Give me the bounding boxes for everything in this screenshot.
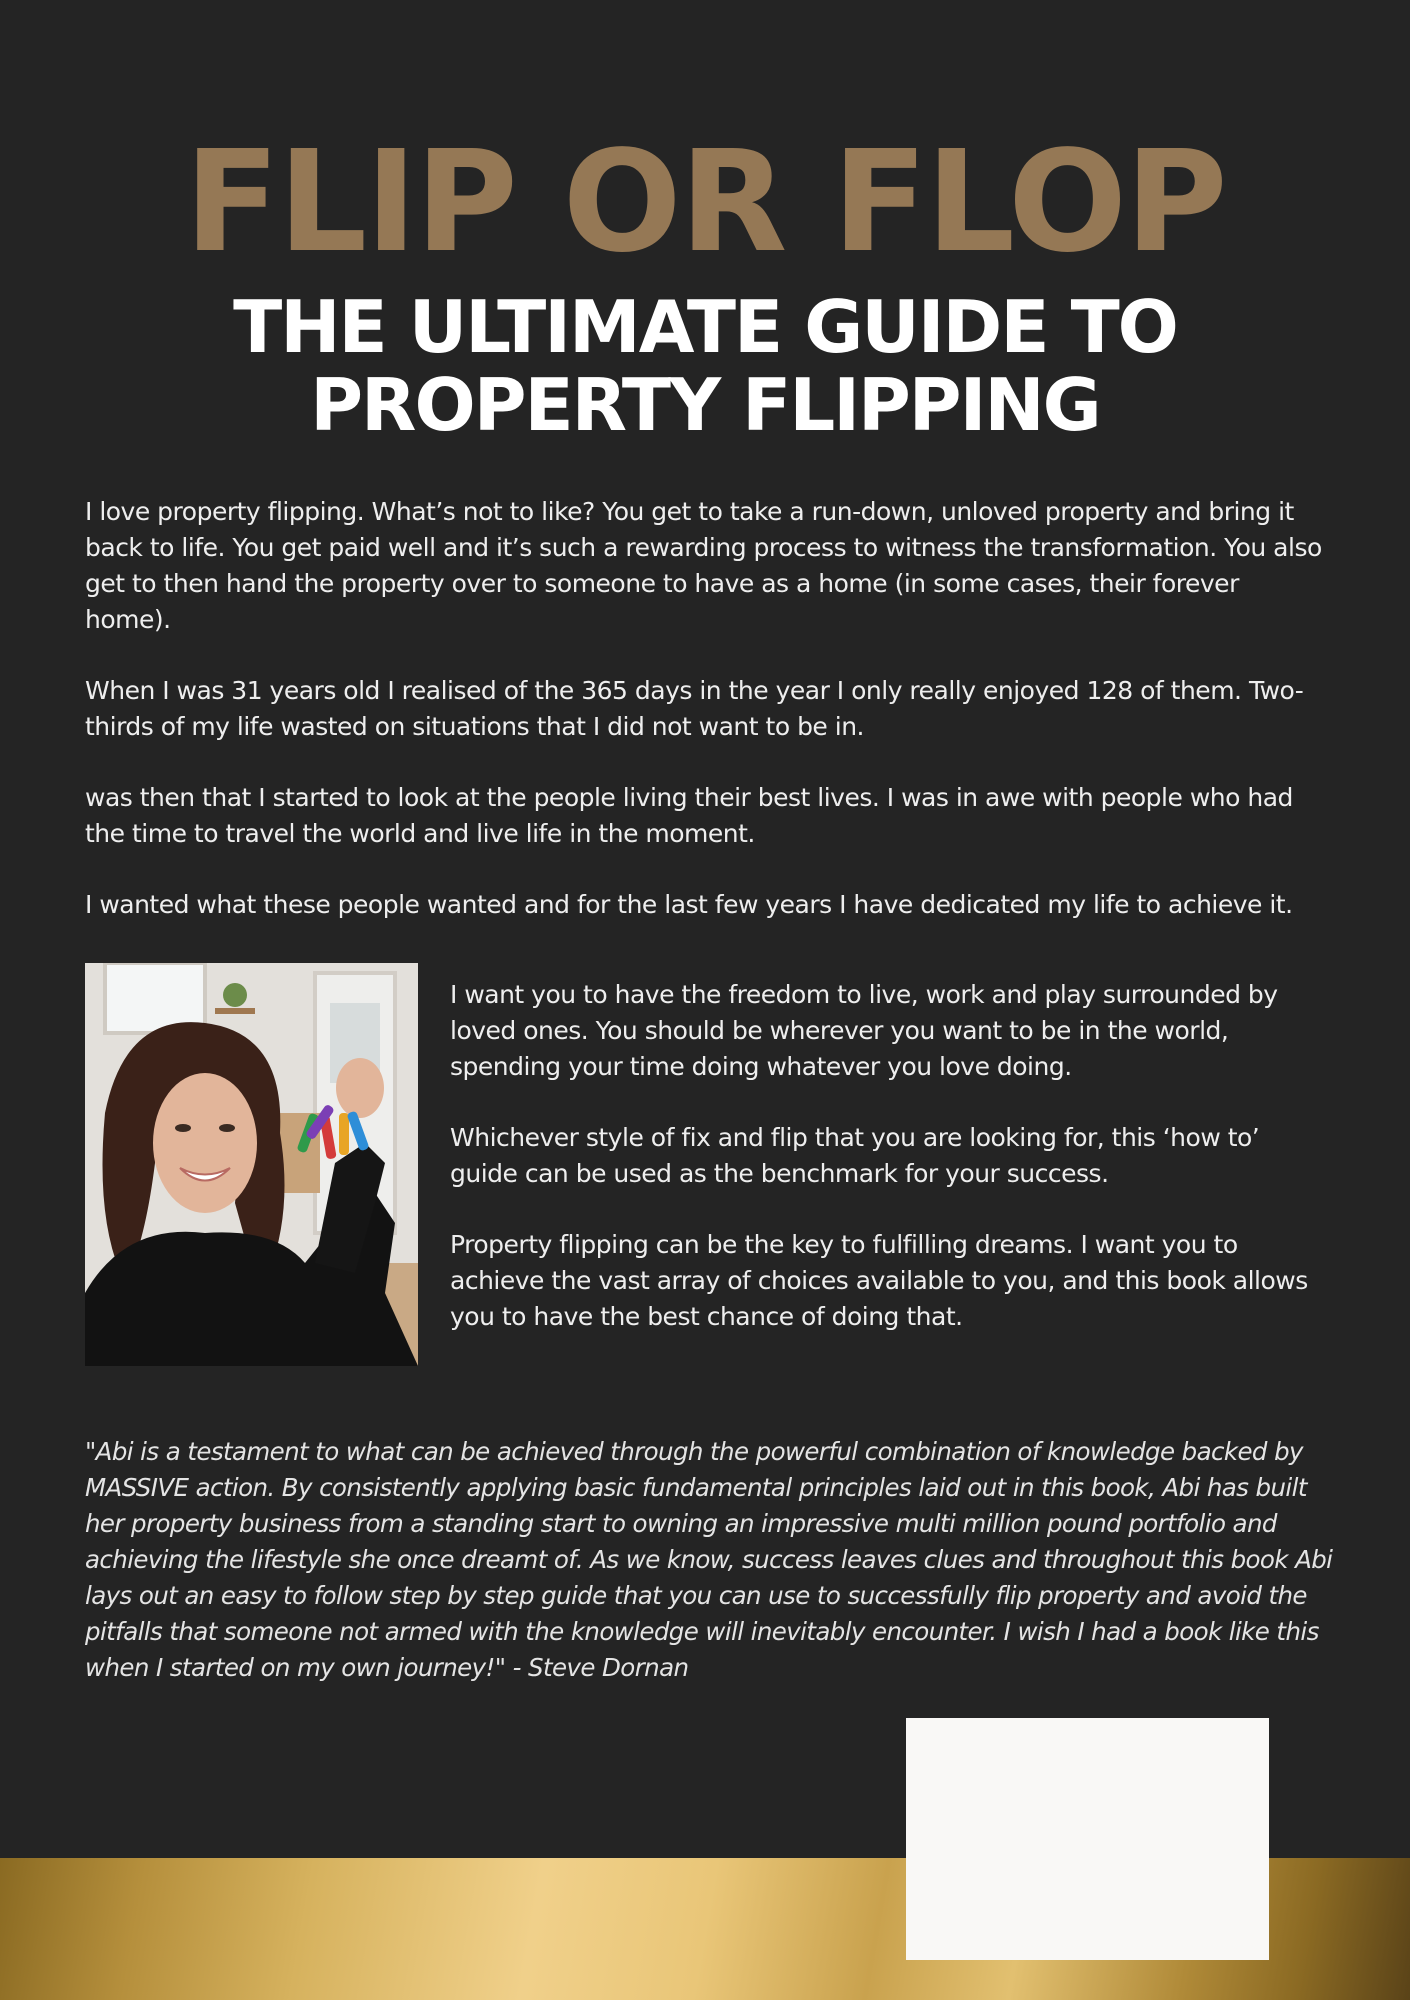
testimonial-quote: "Abi is a testament to what can be achieved through the powerful combination of knowledge backed by MASSIVE action. By consistently applying basic fundamental principles laid out in this book, Abi has built her property business from a standing start to owning an impressive multi million pound portfolio and achieving the lifestyle she once dreamt of. As we know, success leaves clues and throughout this book Abi lays out an easy to follow step by step guide that you can use to successfully flip property and avoid the pitfalls that someone not armed with the knowledge will inevitably encounter. I wish I had a book like this when I started on my own journey!" - Steve Dornan: [85, 1437, 1333, 1682]
subtitle-line-2: PROPERTY FLIPPING: [310, 363, 1100, 447]
intro-paragraph-3: was then that I started to look at the people living their best lives. I was in awe with people who had the time to travel the world and live life in the moment.: [85, 783, 1293, 848]
intro-paragraph-1: I love property flipping. What’s not to like? You get to take a run-down, unloved property and bring it back to life. You get paid well and it’s such a rewarding process to witness the transformation. You also get to then hand the property over to someone to have as a home (in some cases, their forever home).: [85, 497, 1322, 634]
author-photo: [85, 963, 418, 1366]
side-paragraph-1: I want you to have the freedom to live, work and play surrounded by loved ones. You should be wherever you want to be in the world, spending your time doing whatever you love doing.: [450, 980, 1278, 1081]
side-paragraph-3: Property flipping can be the key to fulfilling dreams. I want you to achieve the vast array of choices available to you, and this book allows you to have the best chance of doing that.: [450, 1230, 1308, 1331]
subtitle-line-1: THE ULTIMATE GUIDE TO: [233, 285, 1177, 369]
intro-paragraph-2: When I was 31 years old I realised of the 365 days in the year I only really enjoyed 128 of them. Two-thirds of my life wasted on situations that I did not want to be in.: [85, 676, 1304, 741]
author-photo-illustration: [85, 963, 418, 1366]
book-title: FLIP OR FLOP: [184, 121, 1226, 284]
side-paragraph-2: Whichever style of fix and flip that you are looking for, this ‘how to’ guide can be used as the benchmark for your success.: [450, 1123, 1260, 1188]
white-blank-box: [906, 1718, 1269, 1960]
book-subtitle: [0, 285, 1410, 447]
intro-paragraph-4: I wanted what these people wanted and for the last few years I have dedicated my life to achieve it.: [85, 890, 1293, 919]
